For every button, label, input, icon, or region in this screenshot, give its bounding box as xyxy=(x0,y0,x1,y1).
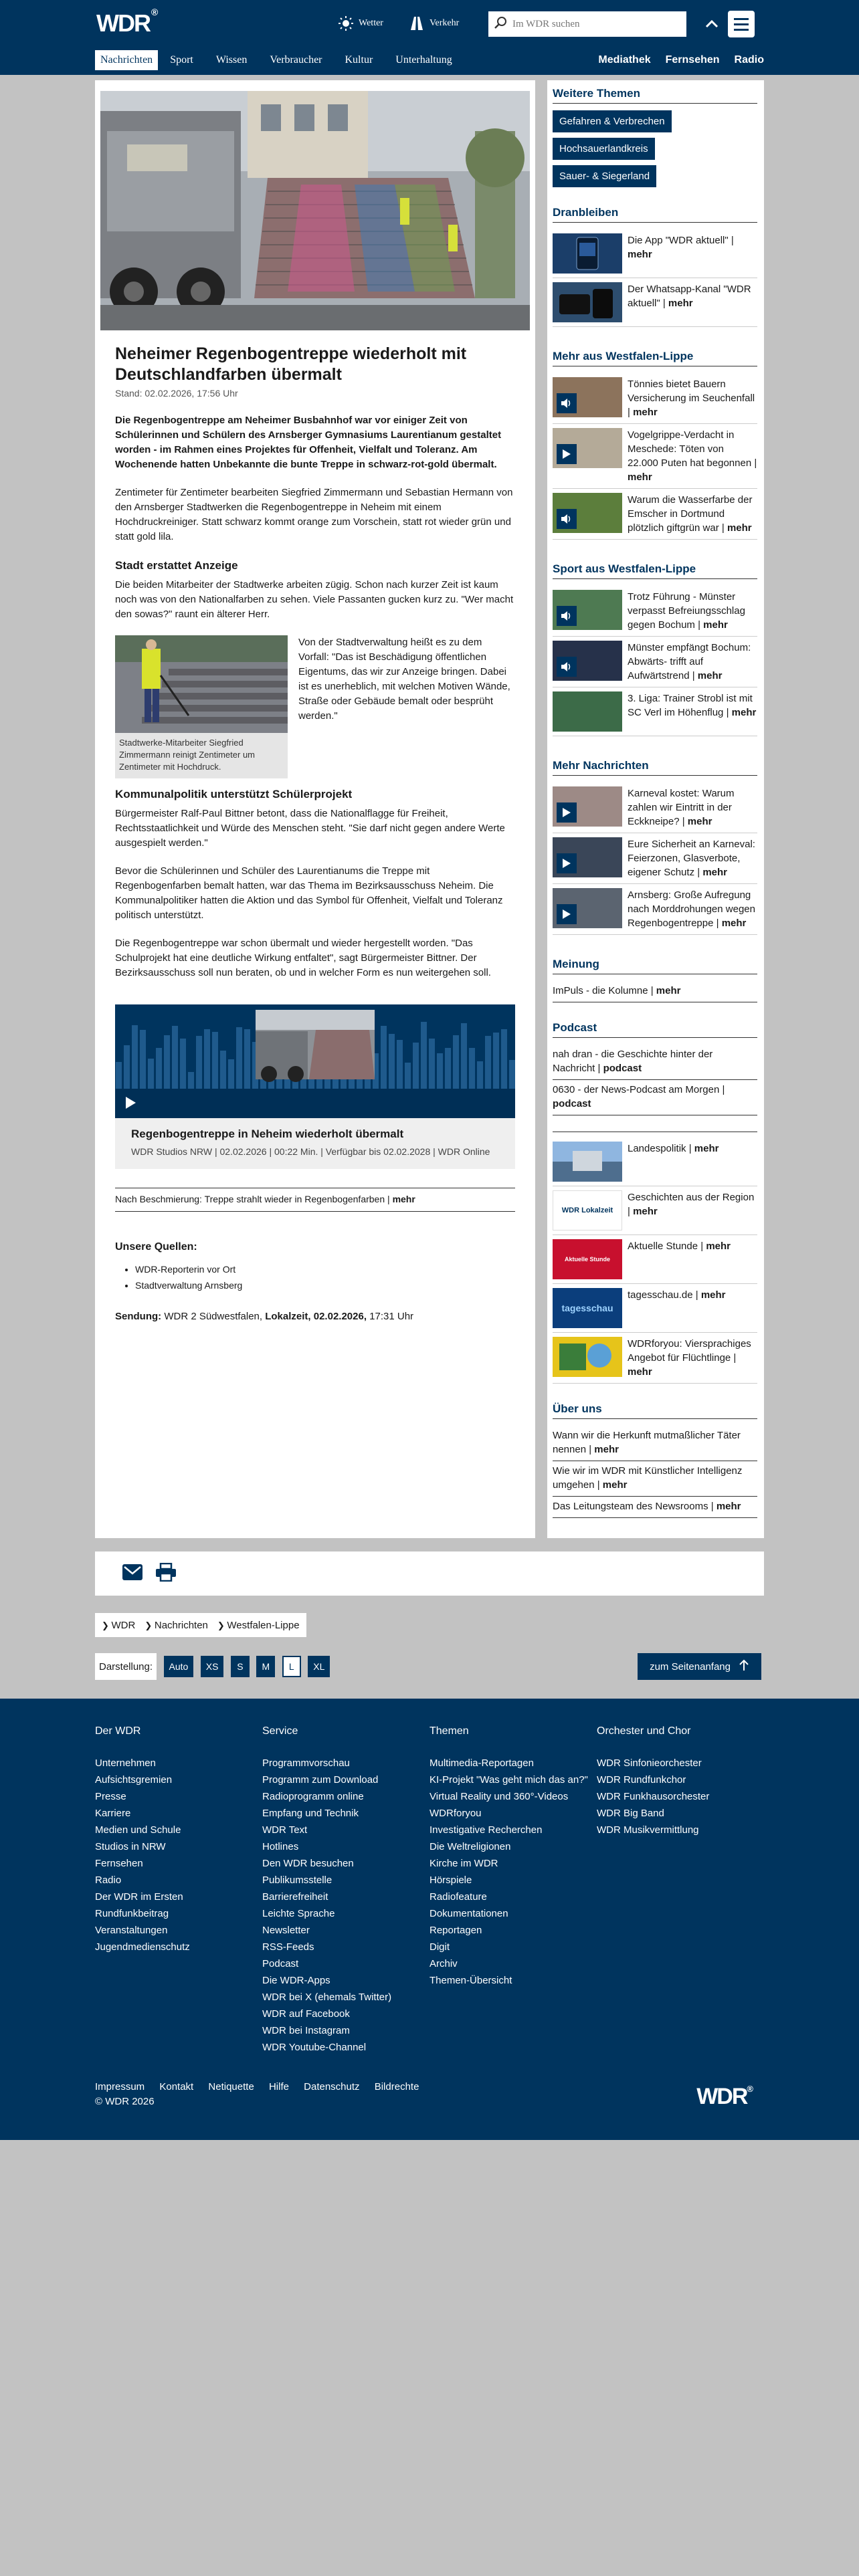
footer-link[interactable]: Der WDR im Ersten xyxy=(95,1891,183,1903)
footer-link[interactable]: Barrierefreiheit xyxy=(262,1891,328,1903)
print-icon[interactable] xyxy=(155,1563,177,1585)
promo-more: mehr xyxy=(628,1366,652,1378)
footer-link[interactable]: Multimedia-Reportagen xyxy=(430,1757,534,1769)
search-box xyxy=(488,11,686,37)
related-text: Nach Beschmierung: Treppe strahlt wieder in Regenbogenfarben xyxy=(115,1194,385,1204)
chevron-right-icon: ❯ xyxy=(102,1620,112,1630)
breadcrumb xyxy=(95,1613,764,1640)
footer-column xyxy=(95,1725,262,2056)
promo-text: Geschichten aus der Region | xyxy=(628,1192,755,1217)
sport-heading: Sport aus Westfalen-Lippe xyxy=(553,562,757,579)
teaser-text: Vogelgrippe-Verdacht in Meschede: Töten von 22.000 Puten hat begonnen | xyxy=(628,429,757,469)
nav-item-nachrichten[interactable]: Nachrichten xyxy=(95,50,158,70)
about-link-3[interactable] xyxy=(553,1497,757,1518)
teaser-text: Karneval kostet: Warum zahlen wir Eintritt in der Eckkneipe? | xyxy=(628,788,735,827)
teaser-more: mehr xyxy=(628,249,652,260)
teaser-text: Tönnies bietet Bauern Versicherung im Seuchenfall | xyxy=(628,379,755,418)
teaser-sport-3[interactable] xyxy=(553,687,757,736)
play-icon[interactable] xyxy=(120,1093,140,1113)
sources-list xyxy=(135,1261,515,1293)
teaser-whatsapp[interactable] xyxy=(553,278,757,327)
nav-item-mediathek[interactable]: Mediathek xyxy=(598,54,651,66)
teaser-thumbnail xyxy=(553,428,622,468)
search-icon[interactable] xyxy=(494,16,507,33)
subheading-anzeige: Stadt erstattet Anzeige xyxy=(115,559,238,572)
footer-link[interactable]: Die Weltreligionen xyxy=(430,1841,511,1852)
size-m-button[interactable]: M xyxy=(256,1656,275,1677)
logo-text: WDR xyxy=(96,9,150,37)
source-item: • WDR-Reporterin vor Ort xyxy=(135,1261,515,1277)
subheading-politik: Kommunalpolitik unterstützt Schülerprojekt xyxy=(115,788,353,800)
footer-link[interactable]: Digit xyxy=(430,1941,450,1953)
footer-column xyxy=(262,1725,430,2056)
footer-link[interactable]: Kirche im WDR xyxy=(430,1858,498,1869)
audio-player[interactable] xyxy=(115,1004,515,1169)
teaser-more: mehr xyxy=(731,707,757,718)
teaser-text: Trotz Führung - Münster verpasst Befreiungsschlag gegen Bochum | xyxy=(628,591,745,631)
footer-link[interactable]: Archiv xyxy=(430,1958,458,1969)
footer-link[interactable]: Veranstaltungen xyxy=(95,1925,168,1936)
link-text: nah dran - die Geschichte hinter der Nachricht | xyxy=(553,1049,713,1074)
link-more: mehr xyxy=(716,1501,741,1512)
sources-title: Unsere Quellen: xyxy=(115,1241,197,1253)
broadcast-show: Lokalzeit, 02.02.2026, xyxy=(265,1311,367,1322)
link-more: mehr xyxy=(656,985,681,996)
podcast-link-2[interactable] xyxy=(553,1080,757,1115)
nav-item-kultur[interactable]: Kultur xyxy=(345,54,373,66)
footer xyxy=(0,1699,859,2140)
footer-link[interactable]: Studios in NRW xyxy=(95,1841,166,1852)
paragraph-1: Zentimeter für Zentimeter bearbeiten Siegfried Zimmermann und Sebastian Hermann von den Arnsberger Stadtwerken die Regenbogentreppe in Neheim mit einem Hochdruckreiniger. Statt schwarz kommt orange zum Vorschein, statt rot wieder grün und statt gold lila. xyxy=(115,487,513,542)
legal-link[interactable]: Datenschutz xyxy=(304,2081,360,2092)
footer-link[interactable]: Podcast xyxy=(262,1958,299,1969)
footer-link[interactable]: KI-Projekt "Was geht mich das an?" xyxy=(430,1774,588,1786)
aktuelle-stunde-logo: Aktuelle Stunde xyxy=(553,1239,622,1279)
footer-link[interactable]: WDR Text xyxy=(262,1824,308,1836)
legal-link[interactable]: Kontakt xyxy=(159,2081,194,2092)
nav-item-wissen[interactable]: Wissen xyxy=(215,54,248,66)
size-l-button[interactable]: L xyxy=(282,1656,301,1677)
article-date: Stand: 02.02.2026, 17:56 Uhr xyxy=(115,388,238,399)
footer-column-title: Service xyxy=(262,1725,298,1737)
footer-link[interactable]: Rundfunkbeitrag xyxy=(95,1908,169,1919)
link-more: podcast xyxy=(553,1098,591,1109)
footer-logo-text: WDR xyxy=(696,2084,747,2109)
footer-link[interactable]: Unternehmen xyxy=(95,1757,156,1769)
meinung-heading: Meinung xyxy=(553,958,757,974)
search-input[interactable] xyxy=(512,19,673,30)
teaser-more: mehr xyxy=(721,918,747,929)
promo-wdrforyou[interactable] xyxy=(553,1333,757,1384)
promo-more: mehr xyxy=(633,1206,658,1217)
nachrichten-heading: Mehr Nachrichten xyxy=(553,759,757,776)
play-icon xyxy=(557,904,577,924)
theme-tag[interactable]: Hochsauerlandkreis xyxy=(553,138,655,160)
promo-more: mehr xyxy=(700,1289,726,1301)
teaser-text: Münster empfängt Bochum: Abwärts- trifft auf Aufwärtstrend | xyxy=(628,642,751,681)
display-size-bar xyxy=(95,1653,764,1683)
app-thumbnail xyxy=(553,233,622,274)
nav-item-fernsehen[interactable]: Fernsehen xyxy=(665,54,720,66)
promo-text: Landespolitik | xyxy=(628,1143,692,1154)
teaser-news-2[interactable] xyxy=(553,833,757,884)
footer-link[interactable]: Radiofeature xyxy=(430,1891,487,1903)
audio-icon xyxy=(557,393,577,413)
top-bar xyxy=(0,0,859,75)
promo-aktuelle-stunde[interactable] xyxy=(553,1235,757,1284)
teaser-thumbnail xyxy=(553,590,622,630)
broadcast-time: 17:31 Uhr xyxy=(369,1311,414,1322)
teaser-app[interactable] xyxy=(553,229,757,278)
footer-link[interactable]: RSS-Feeds xyxy=(262,1941,314,1953)
footer-link[interactable]: Jugendmedienschutz xyxy=(95,1941,190,1953)
about-heading: Über uns xyxy=(553,1402,757,1419)
footer-link[interactable]: Fernsehen xyxy=(95,1858,143,1869)
paragraph-5: Bevor die Schülerinnen und Schüler des Laurentianums die Treppe mit Regenbogenfarben bemalt hatten, war das Thema im Bezirksausschuss Neheim. Die Kommunalpolitiker hatten die Aktion und das Symbol für Offenheit, Vielfalt und Toleranz politisch unterstützt. xyxy=(115,865,503,921)
footer-column-title: Themen xyxy=(430,1725,469,1737)
footer-link[interactable]: Themen-Übersicht xyxy=(430,1975,512,1986)
chevron-right-icon: ❯ xyxy=(145,1620,155,1630)
legal-link[interactable]: Netiquette xyxy=(208,2081,254,2092)
link-more: mehr xyxy=(594,1444,619,1455)
promo-text: Aktuelle Stunde | xyxy=(628,1241,704,1252)
footer-column-title: Orchester und Chor xyxy=(597,1725,691,1737)
teaser-news-3[interactable] xyxy=(553,884,757,935)
article-title: Neheimer Regenbogentreppe wiederholt mit Deutschlandfarben übermalt xyxy=(115,344,467,384)
footer-link[interactable]: Programm zum Download xyxy=(262,1774,379,1786)
size-xl-button[interactable]: XL xyxy=(308,1656,330,1677)
podcast-heading: Podcast xyxy=(553,1021,757,1038)
footer-link[interactable]: Programmvorschau xyxy=(262,1757,350,1769)
footer-link[interactable]: Medien und Schule xyxy=(95,1824,181,1836)
teaser-westfalen-1[interactable] xyxy=(553,373,757,424)
logo-mark: ® xyxy=(151,7,157,17)
media-nav xyxy=(598,48,764,72)
promo-landespolitik[interactable] xyxy=(553,1138,757,1186)
link-more: mehr xyxy=(602,1479,628,1491)
teaser-thumbnail xyxy=(553,786,622,827)
link-text: Das Leitungsteam des Newsrooms | xyxy=(553,1501,714,1512)
footer-link[interactable]: Karriere xyxy=(95,1808,131,1819)
theme-tag[interactable]: Sauer- & Siegerland xyxy=(553,165,656,187)
footer-link[interactable]: Investigative Recherchen xyxy=(430,1824,543,1836)
teaser-thumbnail xyxy=(553,493,622,533)
about-link-2[interactable] xyxy=(553,1461,757,1497)
chevron-up-icon[interactable] xyxy=(704,16,720,32)
legal-link[interactable]: Impressum xyxy=(95,2081,145,2092)
lokalzeit-logo: WDR Lokalzeit xyxy=(553,1190,622,1230)
link-text: Wann wir die Herkunft mutmaßlicher Täter nennen | xyxy=(553,1430,741,1455)
broadcast-label: Sendung: xyxy=(115,1311,162,1322)
nav-item-sport[interactable]: Sport xyxy=(170,54,193,66)
play-icon xyxy=(557,853,577,873)
broadcast-info xyxy=(115,1311,515,1322)
size-xs-button[interactable]: XS xyxy=(201,1656,224,1677)
copyright: © WDR 2026 xyxy=(95,2096,155,2107)
audio-icon xyxy=(557,657,577,677)
audio-visual xyxy=(115,1004,515,1118)
teaser-westfalen-2[interactable] xyxy=(553,424,757,489)
footer-link[interactable]: WDR Sinfonieorchester xyxy=(597,1757,702,1769)
teaser-more: mehr xyxy=(628,471,652,483)
teaser-westfalen-3[interactable] xyxy=(553,489,757,540)
teaser-text: Warum die Wasserfarbe der Emscher in Dortmund plötzlich giftgrün war | xyxy=(628,494,753,534)
image-caption: Stadtwerke-Mitarbeiter Siegfried Zimmermann reinigt Zentimeter um Zentimeter mit Hochdruck. xyxy=(119,738,255,772)
teaser-text: Die App "WDR aktuell" | xyxy=(628,235,734,246)
footer-link[interactable]: Reportagen xyxy=(430,1925,482,1936)
source-item: • Stadtverwaltung Arnsberg xyxy=(135,1277,515,1293)
wdrforyou-thumbnail xyxy=(553,1337,622,1377)
size-auto-button[interactable]: Auto xyxy=(164,1656,194,1677)
promo-thumbnail xyxy=(553,1142,622,1182)
breadcrumb-item[interactable]: ❯ Nachrichten xyxy=(145,1619,208,1631)
promo-more: mehr xyxy=(694,1143,719,1154)
footer-link[interactable]: Hörspiele xyxy=(430,1874,472,1886)
footer-link[interactable]: Virtual Reality und 360°-Videos xyxy=(430,1791,569,1802)
article-column xyxy=(95,80,535,1538)
chevron-right-icon: ❯ xyxy=(217,1620,227,1630)
promo-lokalzeit[interactable] xyxy=(553,1186,757,1235)
play-icon xyxy=(557,802,577,823)
hamburger-icon xyxy=(734,18,749,20)
teaser-more: mehr xyxy=(727,522,752,534)
footer-link[interactable]: WDRforyou xyxy=(430,1808,482,1819)
legal-link[interactable]: Bildrechte xyxy=(374,2081,419,2092)
arrow-up-icon xyxy=(739,1659,749,1674)
teaser-text: Arnsberg: Große Aufregung nach Morddrohungen wegen Regenbogentreppe | xyxy=(628,889,755,929)
footer-link[interactable]: WDR Rundfunkchor xyxy=(597,1774,686,1786)
back-to-top-button[interactable] xyxy=(638,1653,761,1680)
about-link-1[interactable] xyxy=(553,1426,757,1461)
footer-link[interactable]: WDR bei Instagram xyxy=(262,2025,350,2036)
teaser-thumbnail xyxy=(553,377,622,417)
traffic-link[interactable] xyxy=(408,15,459,32)
footer-link[interactable]: Dokumentationen xyxy=(430,1908,508,1919)
nav-item-verbraucher[interactable]: Verbraucher xyxy=(270,54,322,66)
footer-link[interactable]: Leichte Sprache xyxy=(262,1908,335,1919)
footer-column-title: Der WDR xyxy=(95,1725,141,1737)
traffic-label: Verkehr xyxy=(430,18,460,28)
teaser-more: mehr xyxy=(633,407,658,418)
themes-heading: Weitere Themen xyxy=(553,87,757,104)
whatsapp-thumbnail xyxy=(553,282,622,322)
inline-image[interactable] xyxy=(115,635,288,778)
paragraph-2: Die beiden Mitarbeiter der Stadtwerke arbeiten zügig. Schon nach kurzer Zeit ist kaum noch was von den Nationalfarben zu sehen. Viele Passanten gucken kurz zu. "Wer macht den sowas?" raunt ein älterer Herr. xyxy=(115,579,514,620)
teaser-sport-2[interactable] xyxy=(553,637,757,687)
footer-link[interactable]: WDR Youtube-Channel xyxy=(262,2042,367,2053)
promo-text: tagesschau.de | xyxy=(628,1289,698,1301)
footer-link[interactable]: WDR bei X (ehemals Twitter) xyxy=(262,1992,392,2003)
footer-logo-mark: ® xyxy=(747,2084,752,2094)
link-text: Wie wir im WDR mit Künstlicher Intelligenz umgehen | xyxy=(553,1465,743,1491)
paragraph-3: Von der Stadtverwaltung heißt es zu dem Vorfall: "Das ist Beschädigung öffentlichen Eigentums, das wir zur Anzeige bringen. Dabei ist es unerheblich, mit welchen Motiven Wände, Straße oder Gebäude bemalt oder besprüht werden." xyxy=(298,637,510,722)
link-text: ImPuls - die Kolumne | xyxy=(553,985,654,996)
footer-link[interactable]: Aufsichtsgremien xyxy=(95,1774,173,1786)
teaser-text: Der Whatsapp-Kanal "WDR aktuell" | xyxy=(628,284,751,309)
road-icon xyxy=(408,15,425,32)
legal-link[interactable]: Hilfe xyxy=(268,2081,289,2092)
footer-link[interactable]: Die WDR-Apps xyxy=(262,1975,330,1986)
article-lead: Die Regenbogentreppe am Neheimer Busbahnhof war vor einiger Zeit von Schülerinnen und Schülern des Arnsberger Gymnasiums Laurentianum gestaltet worden - im Rahmen eines Projektes für Offenheit, Vielfalt und Toleranz. Am Wochenende hatten Unbekannte die bunte Treppe in schwarz-rot-gold übermalt. xyxy=(115,415,502,470)
footer-column xyxy=(430,1725,597,2056)
link-more: podcast xyxy=(603,1063,642,1074)
footer-link[interactable]: Radio xyxy=(95,1874,122,1886)
size-s-button[interactable]: S xyxy=(231,1656,250,1677)
footer-link[interactable]: Hotlines xyxy=(262,1841,299,1852)
breadcrumb-item[interactable]: ❯ WDR xyxy=(102,1619,136,1631)
teaser-thumbnail xyxy=(553,837,622,877)
tagesschau-logo: tagesschau xyxy=(553,1288,622,1328)
theme-tag[interactable]: Gefahren & Verbrechen xyxy=(553,110,672,132)
player-title: Regenbogentreppe in Neheim wiederholt übermalt xyxy=(131,1128,404,1140)
footer-link[interactable]: Den WDR besuchen xyxy=(262,1858,354,1869)
footer-link[interactable]: Newsletter xyxy=(262,1925,310,1936)
wdr-logo[interactable] xyxy=(96,9,157,37)
back-to-top-label: zum Seitenanfang xyxy=(650,1660,731,1673)
footer-column xyxy=(597,1725,764,2056)
audio-icon xyxy=(557,509,577,529)
display-label: Darstellung: xyxy=(95,1653,157,1680)
footer-link[interactable]: Presse xyxy=(95,1791,126,1802)
sun-icon xyxy=(337,15,355,32)
teaser-sport-1[interactable] xyxy=(553,586,757,637)
teaser-more: mehr xyxy=(703,619,728,631)
teaser-text: 3. Liga: Trainer Strobl ist mit SC Verl im Höhenflug | xyxy=(628,693,753,718)
teaser-more: mehr xyxy=(697,670,723,681)
link-text: 0630 - der News-Podcast am Morgen | xyxy=(553,1084,725,1095)
breadcrumb-item[interactable]: ❯ Westfalen-Lippe xyxy=(217,1619,300,1631)
teaser-thumbnail xyxy=(553,641,622,681)
nav-item-radio[interactable]: Radio xyxy=(734,54,764,66)
footer-link[interactable]: Radioprogramm online xyxy=(262,1791,364,1802)
player-meta: WDR Studios NRW | 02.02.2026 | 00:22 Min. | Verfügbar bis 02.02.2028 | WDR Online xyxy=(131,1146,490,1157)
promo-text: WDRforyou: Viersprachiges Angebot für Flüchtlinge | xyxy=(628,1338,751,1364)
hero-image[interactable] xyxy=(100,91,530,330)
mail-icon[interactable] xyxy=(122,1564,143,1584)
footer-link[interactable]: Empfang und Technik xyxy=(262,1808,359,1819)
footer-link[interactable]: WDR Big Band xyxy=(597,1808,664,1819)
teaser-news-1[interactable] xyxy=(553,782,757,833)
weather-link[interactable] xyxy=(337,15,383,32)
weather-label: Wetter xyxy=(359,18,383,28)
teaser-more: mehr xyxy=(702,867,727,878)
paragraph-4: Bürgermeister Ralf-Paul Bittner betont, dass die Nationalflagge für Freiheit, Rechtsstaatlichkeit und Würde des Menschen steht. "Sie darf nicht gegen andere Werte ausgespielt werden." xyxy=(115,808,505,849)
teaser-text: Eure Sicherheit an Karneval: Feierzonen, Glasverbote, eigener Schutz | xyxy=(628,839,755,878)
main-nav xyxy=(95,48,470,72)
dranbleiben-heading: Dranbleiben xyxy=(553,206,757,223)
footer-link[interactable]: WDR auf Facebook xyxy=(262,2008,350,2020)
meinung-link[interactable] xyxy=(553,981,757,1002)
nav-item-unterhaltung[interactable]: Unterhaltung xyxy=(395,54,452,66)
promo-more: mehr xyxy=(706,1241,731,1252)
footer-legal xyxy=(95,2080,764,2109)
footer-link[interactable]: WDR Musikvermittlung xyxy=(597,1824,699,1836)
footer-logo[interactable] xyxy=(696,2084,752,2110)
teaser-more: mehr xyxy=(687,816,712,827)
audio-icon xyxy=(557,606,577,626)
share-tools xyxy=(95,1551,764,1596)
teaser-thumbnail xyxy=(553,888,622,928)
sidebar xyxy=(547,80,764,1538)
podcast-link-1[interactable] xyxy=(553,1045,757,1080)
menu-button[interactable] xyxy=(728,11,755,37)
related-more: mehr xyxy=(392,1194,415,1204)
related-link[interactable]: Nach Beschmierung: Treppe strahlt wieder in Regenbogenfarben | mehr xyxy=(115,1188,515,1212)
footer-link[interactable]: WDR Funkhausorchester xyxy=(597,1791,710,1802)
teaser-more: mehr xyxy=(668,298,693,309)
broadcast-station: WDR 2 Südwestfalen, xyxy=(164,1311,263,1322)
westfalen-heading: Mehr aus Westfalen-Lippe xyxy=(553,350,757,366)
teaser-thumbnail xyxy=(553,691,622,732)
paragraph-6: Die Regenbogentreppe war schon übermalt und wieder hergestellt worden. "Das Schulprojekt hat eine deutliche Wirkung entfaltet", sagt Bürgermeister Bittner. Der Bezirksausschuss soll nun beraten, ob und in welcher Form es nun weitergehen soll. xyxy=(115,938,491,978)
play-icon xyxy=(557,444,577,464)
promo-tagesschau[interactable] xyxy=(553,1284,757,1333)
footer-link[interactable]: Publikumsstelle xyxy=(262,1874,332,1886)
